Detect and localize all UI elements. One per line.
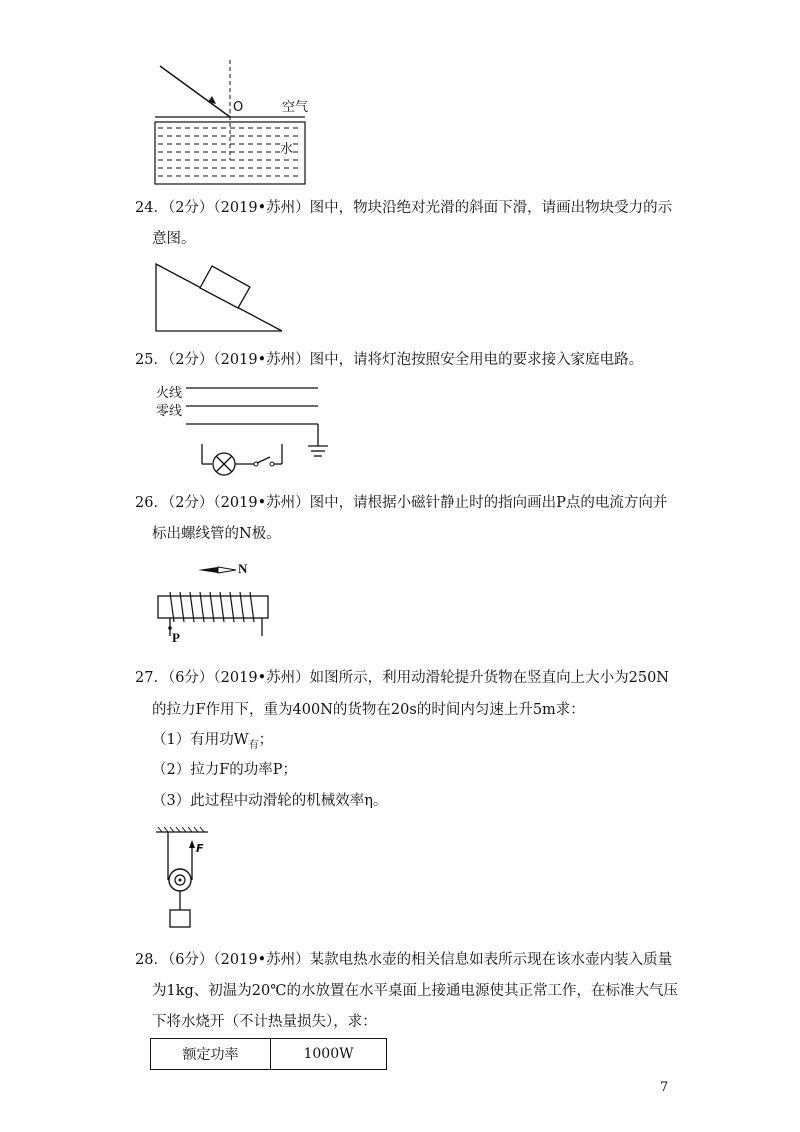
question-28-line2: 为1kg、初温为20℃的水放置在水平桌面上接通电源使其正常工作，在标准大气压 — [152, 983, 678, 999]
table-value-cell: 1000W — [271, 1039, 387, 1070]
air-label: 空气 — [282, 100, 309, 115]
point-p-label: P — [172, 630, 180, 645]
question-27-sub3: （3）此过程中动滑轮的机械效率η。 — [152, 793, 388, 809]
question-26-line2: 标出螺线管的N极。 — [152, 526, 281, 542]
page-number: 7 — [660, 1080, 669, 1095]
table-row — [151, 1039, 387, 1070]
question-27-line2: 的拉力F作用下，重为400N的货物在20s的时间内匀速上升5m求： — [152, 702, 585, 718]
solenoid-figure — [150, 556, 280, 646]
question-24-line2: 意图。 — [152, 231, 196, 247]
pulley-figure — [150, 824, 220, 934]
question-28-line3: 下将水烧开（不计热量损失），求： — [152, 1014, 377, 1030]
question-25-line1: 25．（2分）（2019•苏州）图中，请将灯泡按照安全用电的要求接入家庭电路。 — [135, 352, 644, 368]
sub1-subscript: 有 — [248, 739, 259, 751]
question-28-line1: 28．（6分）（2019•苏州）某款电热水壶的相关信息如表所示现在该水壶内装入质量 — [135, 952, 673, 968]
question-24-line1: 24．（2分）（2019•苏州）图中，物块沿绝对光滑的斜面下滑，请画出物块受力的示 — [135, 200, 673, 216]
incline-figure — [150, 258, 290, 338]
question-26-line1: 26．（2分）（2019•苏州）图中，请根据小磁针静止时的指向画出P点的电流方向并 — [135, 495, 668, 511]
sub1-end: ； — [258, 732, 274, 748]
household-circuit-figure — [150, 380, 340, 480]
n-pole-label: N — [238, 561, 248, 576]
question-27-line1: 27．（6分）（2019•苏州）如图所示，利用动滑轮提升货物在竖直向上大小为250N — [135, 670, 669, 686]
kettle-spec-table — [150, 1038, 387, 1070]
neutral-wire-label: 零线 — [156, 404, 183, 419]
point-o-label: O — [233, 100, 244, 115]
table-header-cell: 额定功率 — [151, 1039, 271, 1070]
water-label: 水 — [280, 138, 293, 157]
sub1-main: （1）有用功W — [152, 732, 249, 748]
refraction-figure — [150, 60, 320, 190]
question-27-sub2: （2）拉力F的功率P； — [152, 762, 298, 778]
force-f-label: F — [196, 842, 204, 855]
question-27-sub1 — [152, 730, 273, 756]
live-wire-label: 火线 — [156, 386, 183, 401]
